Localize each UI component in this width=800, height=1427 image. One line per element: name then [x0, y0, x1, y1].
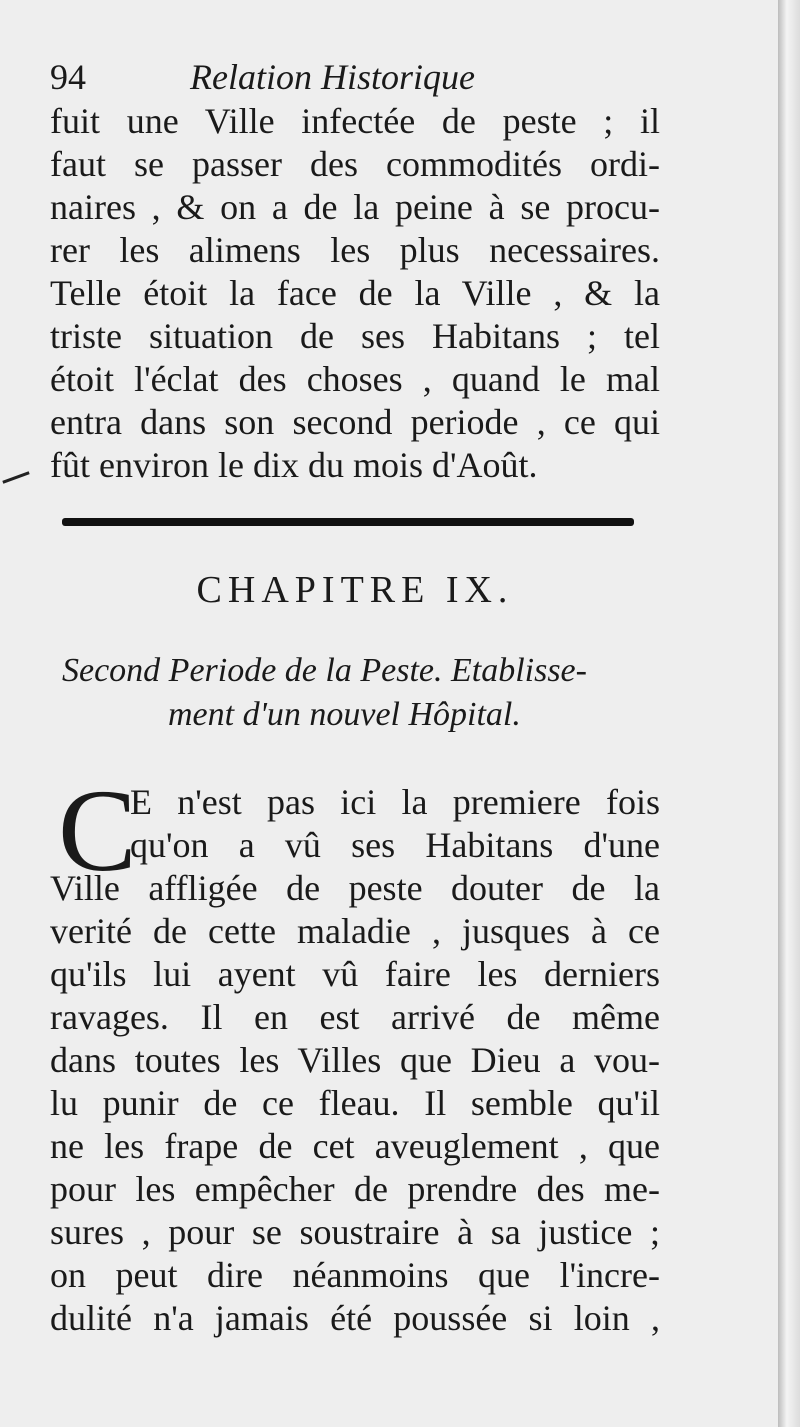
text-line: ne les frape de cet aveuglement , que [50, 1126, 660, 1166]
text-line: dans toutes les Villes que Dieu a vou- [50, 1040, 660, 1080]
text-line: dulité n'a jamais été poussée si loin , [50, 1298, 660, 1338]
drop-cap: C [58, 765, 137, 896]
text-line: entra dans son second periode , ce qui [50, 402, 660, 442]
text-line: verité de cette maladie , jusques à ce [50, 911, 660, 951]
text-line: naires , & on a de la peine à se procu- [50, 187, 660, 227]
text-line: qu'on a vû ses Habitans d'une [130, 825, 660, 865]
running-title: Relation Historique [190, 57, 475, 97]
text-line: rer les alimens les plus necessaires. [50, 230, 660, 270]
text-line: on peut dire néanmoins que l'incre- [50, 1255, 660, 1295]
text-line: lu punir de ce fleau. Il semble qu'il [50, 1083, 660, 1123]
text-line: pour les empêcher de prendre des me- [50, 1169, 660, 1209]
text-line: qu'ils lui ayent vû faire les derniers [50, 954, 660, 994]
text-line: fût environ le dix du mois d'Août. [50, 445, 538, 485]
chapter-title: CHAPITRE IX. [196, 569, 514, 611]
text-line: étoit l'éclat des choses , quand le mal [50, 359, 660, 399]
margin-mark [2, 471, 29, 483]
text-line: ravages. Il en est arrivé de même [50, 997, 660, 1037]
text-line: sures , pour se soustraire à sa justice ; [50, 1212, 660, 1252]
page-edge [778, 0, 800, 1427]
running-header [50, 56, 650, 100]
chapter-subtitle-line: ment d'un nouvel Hôpital. [168, 696, 521, 733]
text-line: Ville affligée de peste douter de la [50, 868, 660, 908]
chapter-subtitle-line: Second Periode de la Peste. Etablisse- [62, 652, 587, 689]
text-line: fuit une Ville infectée de peste ; il [50, 101, 660, 141]
section-rule [62, 518, 634, 526]
text-line: E n'est pas ici la premiere fois [130, 782, 660, 822]
text-line: faut se passer des commodités ordi- [50, 144, 660, 184]
text-line: triste situation de ses Habitans ; tel [50, 316, 660, 356]
text-line: Telle étoit la face de la Ville , & la [50, 273, 660, 313]
page-number: 94 [50, 57, 86, 97]
